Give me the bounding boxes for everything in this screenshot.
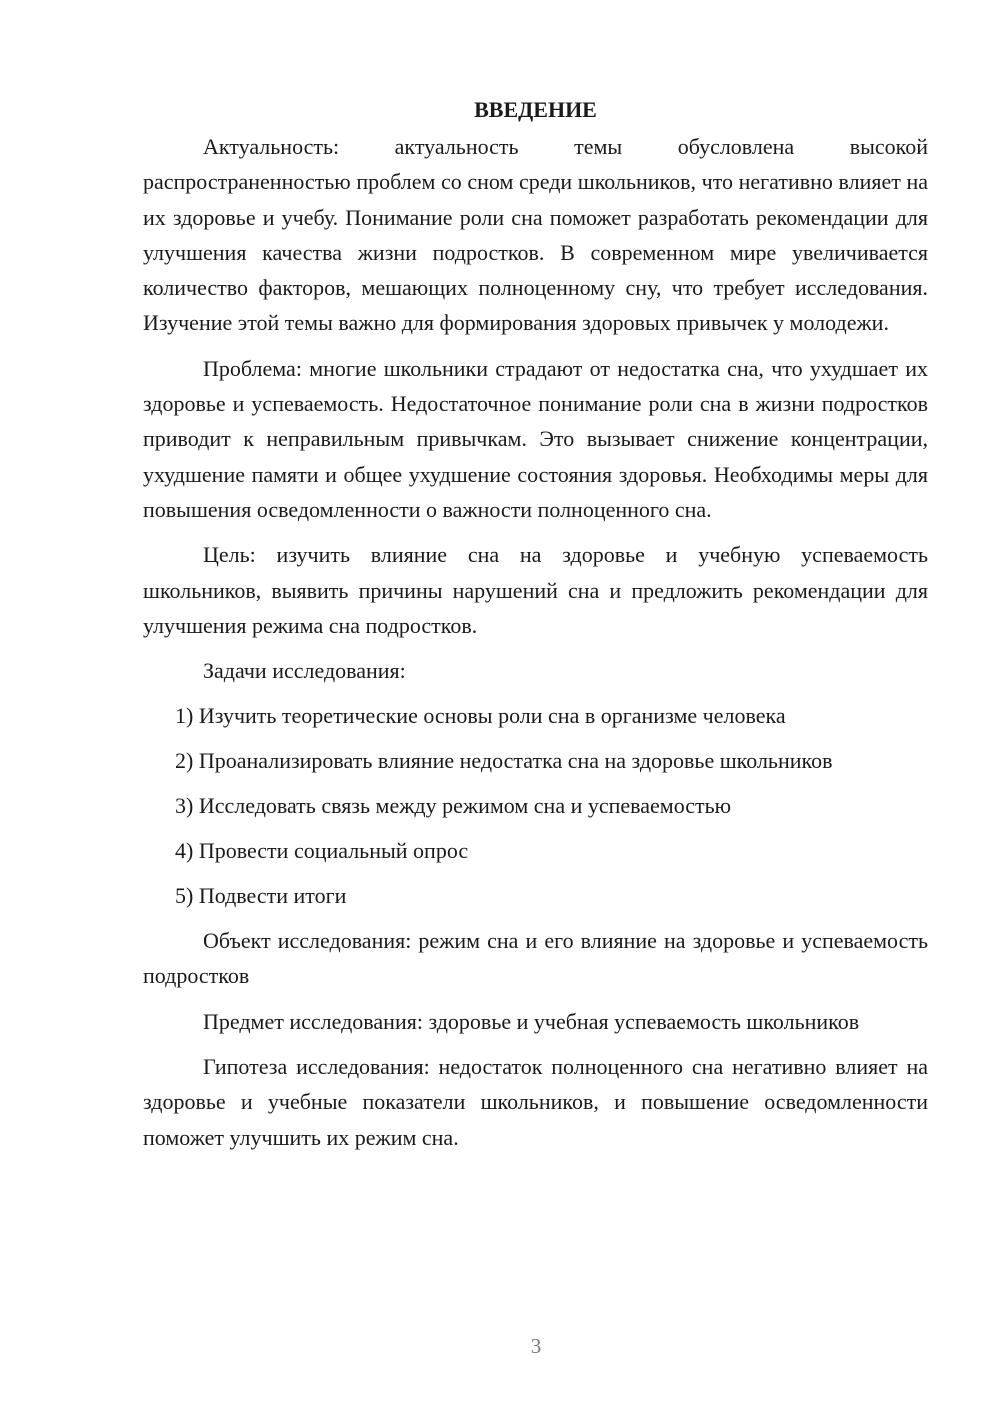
list-item: 3) Исследовать связь между режимом сна и успеваемостью bbox=[175, 793, 732, 819]
list-item: 2) Проанализировать влияние недостатка сна на здоровье школьников bbox=[175, 748, 833, 774]
section-title: ВВЕДЕНИЕ bbox=[474, 97, 597, 122]
hypothesis-paragraph: Гипотеза исследования: недостаток полноценного сна негативно влияет на здоровье и учебные показатели школьников, и повышение осведомленности поможет улучшить их режим сна. bbox=[143, 1054, 928, 1150]
list-item: 5) Подвести итоги bbox=[175, 883, 347, 909]
tasks-heading: Задачи исследования: bbox=[203, 658, 406, 684]
list-item: 4) Провести социальный опрос bbox=[175, 838, 469, 864]
list-item: 1) Изучить теоретические основы роли сна в организме человека bbox=[175, 703, 786, 729]
document-page bbox=[143, 92, 928, 1165]
subject-paragraph: Предмет исследования: здоровье и учебная успеваемость школьников bbox=[203, 1008, 860, 1034]
problem-paragraph: Проблема: многие школьники страдают от недостатка сна, что ухудшает их здоровье и успеваемость. Недостаточное понимание роли сна в жизни подростков приводит к неправильным привычкам. Это вызывает снижение концентрации, ухудшение памяти и общее ухудшение состояния здоровья. Необходимы меры для повышения осведомленности о важности полноценного сна. bbox=[143, 355, 928, 522]
page-number: 3 bbox=[530, 1334, 542, 1358]
goal-paragraph: Цель: изучить влияние сна на здоровье и учебную успеваемость школьников, выявить причины нарушений сна и предложить рекомендации для улучшения режима сна подростков. bbox=[143, 542, 928, 638]
object-paragraph: Объект исследования: режим сна и его влияние на здоровье и успеваемость подростков bbox=[143, 928, 928, 989]
relevance-paragraph: Актуальность: актуальность темы обусловлена высокой распространенностью проблем со сном среди школьников, что негативно влияет на их здоровье и учебу. Понимание роли сна поможет разработать рекомендации для улучшения качества жизни подростков. В современном мире увеличивается количество факторов, мешающих полноценному сну, что требует исследования. Изучение этой темы важно для формирования здоровых привычек у молодежи. bbox=[143, 134, 928, 336]
tasks-list bbox=[143, 698, 928, 913]
